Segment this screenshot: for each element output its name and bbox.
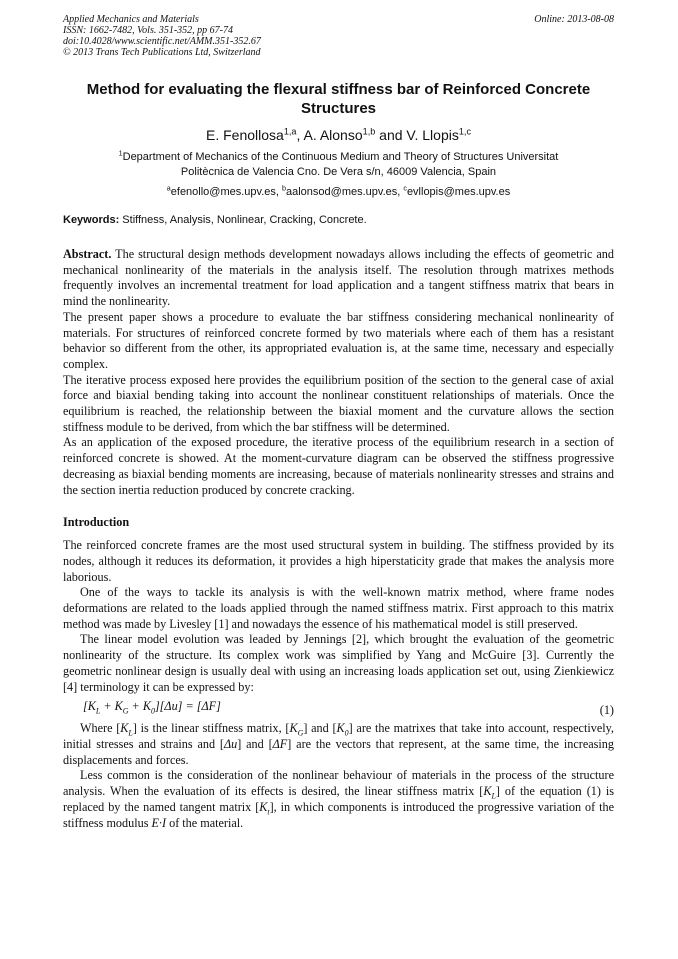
equation-1 (63, 697, 614, 719)
author-name: E. Fenollosa (205, 127, 284, 143)
intro-paragraph: Less common is the consideration of the nonlinear behaviour of materials in the process of the structure analysis. When the evaluation of its effects is desired, the linear stiffness matrix $[K_L]$ of the equation (1) is replaced by the named tangent matrix $[K_t]$, in which components is introduced the progressive variation of the stiffness modulus E·I of the material. (63, 768, 615, 830)
affiliation-sup: 1 (118, 149, 123, 158)
abstract-paragraph: The structural design methods development nowadays allows including the effects of geometric and mechanical nonlinearity of the materials in the analysis itself. The resolution through matrixes methods frequently involves an incremental treatment for load application and a tangent stiffness matrix that bears in mind the nonlinearity. (63, 247, 614, 309)
abstract-paragraph: The present paper shows a procedure to evaluate the bar stiffness considering mechanical nonlinearity of materials. For structures of reinforced concrete formed by two materials where each of them has a resistant behavior so different from the other, its appropriated evaluation is, at the same time, necessary and especially complex. (63, 309, 614, 371)
introduction-body (63, 538, 614, 831)
page (63, 14, 614, 831)
email-sup: c (403, 184, 407, 193)
affiliation-line1: Department of Mechanics of the Continuous Medium and Theory of Structures Universitat (122, 151, 559, 163)
intro-paragraph: The reinforced concrete frames are the most used structural system in building. The stiffness provided by its nodes, although it reduces its deformation, it provides a high hiperstaticity grade that makes the analysis more laborious. (63, 538, 614, 584)
abstract-paragraph: As an application of the exposed procedure, the iterative process of the equilibrium research in a section of reinforced concrete is showed. At the moment-curvature diagram can be observed the stiffness progressive decreasing as biaxial bending moments are increasing, because of materials nonlinearity stresses and strains and the section inertia reduction produced by concrete cracking. (63, 435, 614, 497)
email-link[interactable]: efenollo@mes.upv.es, (170, 186, 283, 198)
email-link[interactable]: aalonsod@mes.upv.es, (286, 186, 404, 198)
equation-number: (1) (599, 703, 614, 718)
intro-paragraph: One of the ways to tackle its analysis is with the well-known matrix method, where frame nodes deformations are related to the loads applied through the named stiffness matrix. First approach to this matrix method was made by Livesley [1] and nowadays the essence of his mathematical model is still preserved. (63, 585, 614, 631)
intro-paragraph: Where $[K_L]$ is the linear stiffness matrix, $[K_G]$ and $[K_0]$ are the matrixes that take into account, respectively, initial stresses and strains and [Δu] and [ΔF] are the vectors that represent, at the same time, the increasing displacements and forces. (63, 721, 614, 767)
author-sup: 1,b (362, 126, 376, 137)
publication-meta (63, 14, 614, 58)
keywords-label: Keywords: (63, 214, 120, 226)
email-sup: b (282, 184, 286, 193)
abstract-paragraph: The iterative process exposed here provides the equilibrium position of the section to the general case of axial force and biaxial bending taking into account the nonlinear constituent relationships of materials. Once the equilibrium is reached, the relationship between the biaxial moment and the curvature allows the section stiffness module to be derived, from which the bar stiffness will be determined. (63, 372, 614, 434)
author-sup: 1,c (458, 126, 471, 137)
copyright: © 2013 Trans Tech Publications Ltd, Switzerland (63, 47, 261, 58)
online-date: Online: 2013-08-08 (534, 14, 614, 25)
email-sup: a (166, 184, 171, 193)
intro-paragraph: The linear model evolution was leaded by Jennings [2], which brought the evaluation of the geometric nonlinearity of the structure. Its complex work was simplified by Yang and McGuire [3]. Currently the geometric nonlinear design is usually deal with using an increasing loads application set out, using Zienkiewicz [4] terminology it can be expressed by: (63, 632, 614, 694)
journal-name: Applied Mechanics and Materials (63, 14, 199, 25)
author-name: , A. Alonso (296, 127, 363, 143)
section-heading-introduction: Introduction (63, 515, 130, 530)
doi: doi:10.4028/www.scientific.net/AMM.351-352.67 (63, 36, 261, 47)
issn: ISSN: 1662-7482, Vols. 351-352, pp 67-74 (63, 25, 233, 36)
affiliation-line2: Politècnica de Valencia Cno. De Vera s/n, 46009 Valencia, Spain (180, 166, 497, 178)
abstract-label: Abstract. (63, 247, 112, 261)
equation-formula: $[K_L + K_G + K_0][\Delta u] = [\Delta F]$ (83, 699, 221, 716)
author-name: and V. Llopis (375, 127, 459, 143)
paper-title: Method for evaluating the flexural stiffness bar of Reinforced Concrete Structures (86, 81, 591, 117)
keywords (63, 213, 614, 227)
emails (63, 185, 614, 199)
keywords-text: Stiffness, Analysis, Nonlinear, Cracking, Concrete. (119, 214, 367, 226)
authors (63, 126, 614, 144)
author-sup: 1,a (283, 126, 297, 137)
affiliation (63, 150, 614, 180)
abstract (63, 247, 614, 498)
email-link[interactable]: evllopis@mes.upv.es (406, 186, 511, 198)
